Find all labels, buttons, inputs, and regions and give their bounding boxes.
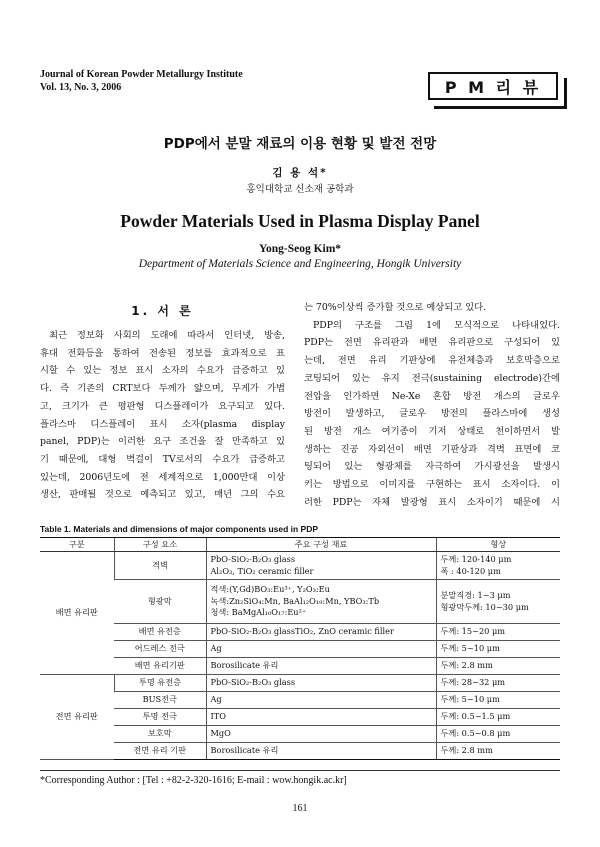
group-back-panel: 배면 유리판: [40, 552, 114, 675]
component-name: 형광막: [114, 580, 206, 624]
component-name: 어드레스 전극: [114, 641, 206, 658]
table-row: [40, 692, 560, 709]
material-cell: [206, 580, 436, 624]
text-line: 있는데, 2006년도에 전 세계적으로 1,000만대 이상: [40, 471, 285, 483]
component-name: 전면 유리 기판: [114, 743, 206, 760]
footnote-divider: [40, 770, 560, 771]
text-line: 팅되어 있는 형광체를 자극하여 가시광선을 발생시: [304, 461, 560, 473]
author-english: Yong-Seog Kim*: [258, 243, 342, 255]
dimension-cell: 두께: 0.5~0.8 μm: [436, 726, 560, 743]
dimension-cell: 두께: 0.5~1.5 μm: [436, 709, 560, 726]
title-korean: PDP에서 분말 재료의 이용 현황 및 발전 전망: [163, 136, 437, 152]
table-row: [40, 658, 560, 675]
text-line: 고, 크기가 큰 평판형 디스플레이가 요구되고 있다.: [40, 400, 285, 412]
component-name: 투명 유전층: [114, 675, 206, 692]
journal-volume: Vol. 13, No. 3, 2006: [40, 82, 122, 93]
material-line: 청색: BaMgAl₁₀O₁₇:Eu²⁺: [210, 607, 307, 618]
table-row: [40, 675, 560, 692]
table-row: [40, 641, 560, 658]
dimension-line: 분말직경: 1~3 μm: [440, 590, 511, 600]
text-line: 전압을 인가하면 Ne-Xe 혼합 방전 개스의 글로우: [304, 390, 560, 402]
material-cell: Borosilicate 유리: [206, 658, 436, 675]
component-name: 배면 유전층: [114, 624, 206, 641]
text-line: 는데, 전면 유리 기판상에 유전체층과 보호막층으로: [304, 355, 560, 367]
affiliation-english: Department of Materials Science and Engineering, Hongik University: [138, 258, 462, 270]
header-material: 주요 구성 재료: [206, 538, 436, 552]
table-header-row: [40, 538, 560, 552]
text-line: 최근 정보화 사회의 도래에 따라서 인터넷, 방송,: [49, 330, 285, 341]
group-front-panel: 전면 유리판: [40, 675, 114, 760]
journal-header: [40, 68, 243, 94]
page-number: 161: [292, 803, 308, 814]
affiliation-korean: 홍익대학교 신소재 공학과: [246, 184, 354, 195]
text-line: 는 70%이상씩 증가할 것으로 예상되고 있다.: [304, 302, 487, 313]
header-dimension: 형상: [436, 538, 560, 552]
material-line: 적색:(Y,Gd)BO₃:Eu³⁺, Y₂O₃:Eu: [210, 584, 330, 595]
material-line: 녹색:Zn₂SiO₄:Mn, BaAl₁₂O₁₉:Mn, YBO₃:Tb: [210, 595, 380, 606]
header-component: 구성 요소: [114, 538, 206, 552]
material-cell: Ag: [206, 641, 436, 658]
component-name: 투명 전극: [114, 709, 206, 726]
dimension-cell: 두께: 28~32 μm: [436, 675, 560, 692]
dimension-line: 폭 : 40-120 μm: [440, 565, 501, 576]
dimension-cell: 두께: 15~20 μm: [436, 624, 560, 641]
table-row: [40, 580, 560, 624]
material-line: PbO-SiO₂-B₂O₃ glass: [210, 554, 296, 564]
text-line: 러한 PDP는 자체 발광형 표시 소자이기 때문에 시: [304, 496, 560, 508]
material-line: Al₂O₃, TiO₂ ceramic filler: [210, 565, 314, 576]
text-line: 된 방전 개스 여기종이 기저 상태로 천이하면서 발: [304, 425, 560, 437]
body-column-right: [304, 299, 560, 511]
text-line: 생산, 판매될 것으로 예측되고 있고, 매년 그의 수요: [40, 489, 285, 501]
text-line: 생하는 진공 자외선이 배면 기판상과 격벽 표면에 코: [304, 443, 560, 455]
material-cell: ITO: [206, 709, 436, 726]
dimension-cell: 두께: 2.8 mm: [436, 658, 560, 675]
table-row: [40, 726, 560, 743]
dimension-cell: 두께: 5~10 μm: [436, 641, 560, 658]
footnote: *Corresponding Author : [Tel : +82-2-320-1616; E-mail : wow.hongik.ac.kr]: [40, 775, 347, 786]
text-line: 코팅되어 있는 유지 전극(sustaining electrode)간에: [304, 372, 560, 384]
dimension-cell: 두께: 2.8 mm: [436, 743, 560, 760]
text-line: PDP는 전면 유리판과 배면 유리판으로 구성되어 있: [304, 337, 560, 349]
dimension-line: 두께: 120-140 μm: [440, 554, 512, 564]
title-english: Powder Materials Used in Plasma Display Panel: [120, 211, 480, 231]
component-name: 배면 유리기판: [114, 658, 206, 675]
component-name: 보호막: [114, 726, 206, 743]
components-table: [40, 537, 560, 760]
text-line: PDP의 구조를 그림 1에 모식적으로 나타내었다.: [313, 319, 560, 331]
header-category: 구분: [40, 538, 114, 552]
text-line: 방전이 발생하고, 글로우 방전의 플라스마에 생성: [304, 408, 560, 420]
dimension-cell: [436, 580, 560, 624]
text-line: 다. 즉 기존의 CRT보다 두께가 얇으며, 무게가 가볍: [40, 383, 285, 395]
material-cell: Ag: [206, 692, 436, 709]
material-cell: PbO-SiO₂-B₂O₃ glassTiO₂, ZnO ceramic filler: [206, 624, 436, 641]
material-cell: MgO: [206, 726, 436, 743]
text-line: 휴대 전화등을 통하여 전송된 정보를 효과적으로 표: [40, 347, 285, 359]
dimension-cell: 두께: 5~10 μm: [436, 692, 560, 709]
text-line: 플라스마 디스플레이 표시 소자(plasma display: [40, 418, 285, 430]
material-cell: [206, 552, 436, 580]
section-heading-introduction: 1. 서 론: [131, 304, 194, 318]
text-line: 시할 수 있는 정보 표시 소자의 수요가 급증하고 있: [40, 365, 285, 377]
table-row: [40, 552, 560, 580]
material-cell: Borosilicate 유리: [206, 743, 436, 760]
dimension-line: 형광막두께: 10~30 μm: [440, 601, 529, 612]
component-name: 격벽: [114, 552, 206, 580]
component-name: BUS전극: [114, 692, 206, 709]
text-line: panel, PDP)는 이러한 요구 조건을 잘 만족하고 있: [40, 436, 285, 448]
dimension-cell: [436, 552, 560, 580]
table-caption: Table 1. Materials and dimensions of major components used in PDP: [40, 524, 319, 534]
journal-name: Journal of Korean Powder Metallurgy Institute: [40, 69, 243, 80]
pm-review-badge: P M 리 뷰: [428, 72, 558, 100]
table-row: [40, 709, 560, 726]
table-row: [40, 743, 560, 760]
text-line: 키는 방법으로 이미지를 구현하는 표시 소자이다. 이: [304, 479, 560, 491]
body-column-left: [40, 327, 285, 504]
author-korean: 김 용 석*: [272, 167, 328, 179]
table-row: [40, 624, 560, 641]
material-cell: PbO-SiO₂-B₂O₃ glass: [206, 675, 436, 692]
text-line: 기 때문에, 대형 벽걸이 TV로서의 수요가 급증하고: [40, 453, 285, 465]
